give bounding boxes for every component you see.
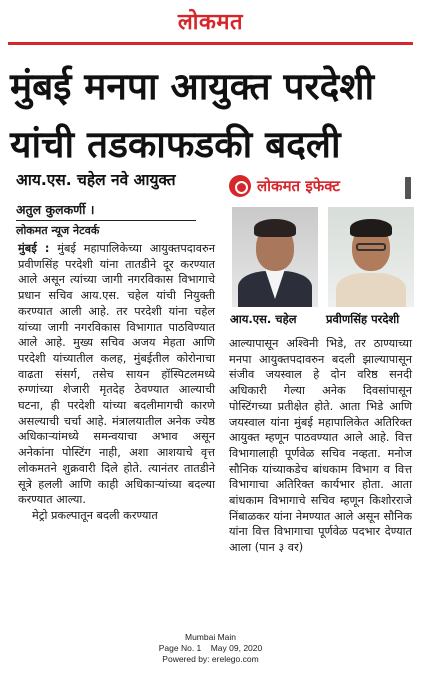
photo-glasses-shape <box>356 243 386 251</box>
photo-praveen-pardeshi <box>328 207 414 307</box>
footer-edition: Mumbai Main <box>184 632 237 642</box>
masthead-divider <box>8 42 413 45</box>
photo-caption-left: आय.एस. चहेल <box>230 312 297 326</box>
paragraph-text: मुंबई महापालिकेच्या आयुक्तपदावरुन प्रवीणसिंह परदेशी यांना तातडीने दूर करण्यात आले असून त्यांच्या जागी नगरविकास विभागाचे प्रधान सचिव आय.एस. चहेल यांची नियुक्ती करण्यात आली आहे. तर परदेशी यांना चहेल यांच्या जागी नगरविकास विभागात पाठविण्यात आले आहे. मुख्य सचिव अजय मेहता आणि परदेशी यांच्यातील कलह, मुंबईतील कोरोनाचा वाढता संसर्ग, तसेच सायन हॉस्पिटलमध्ये रुग्णांच्या शेजारी मृतदेह ठेवण्यात आल्याची घटना, ही परदेशी यांच्या बदलीमागची कारणे असल्याची चर्चा आहे. मंत्रालयातील अनेक ज्येष्ठ अधिकाऱ्यांमध्ये समन्वयाचा अभाव असून अनेकांना पोस्टिंग नाही, अशा आशयाचे वृत्त लोकमतने शुक्रवारी दिले होते. त्यानंतर तातडीने सूत्रे हलली आणि काही अधिकाऱ्यांच्या बदल्या करण्यात आल्या. <box>18 242 215 507</box>
footer-page-info: Page No. 1 May 09, 2020 <box>158 643 263 653</box>
lokmat-effect-label: लोकमत इफेक्ट <box>257 177 340 195</box>
article-subheadline: आय.एस. चहेल नवे आयुक्त <box>16 171 176 189</box>
article-column-right <box>229 336 412 556</box>
byline-author: अतुल कुलकर्णी । <box>16 202 95 217</box>
lokmat-effect-icon <box>229 175 251 197</box>
page-footer <box>0 632 421 665</box>
photo-hair-shape <box>254 219 296 237</box>
article-column-left <box>18 241 215 524</box>
lokmat-effect-tag <box>229 175 340 197</box>
article-headline <box>10 58 415 174</box>
byline-agency: लोकमत न्यूज नेटवर्क <box>16 224 100 237</box>
masthead-bar <box>0 0 421 40</box>
photo-hair-shape <box>350 219 392 237</box>
dateline: मुंबई : <box>18 242 50 255</box>
photo-shirt-shape <box>336 273 406 307</box>
article-paragraph <box>18 241 215 508</box>
headline-line-2: यांची तडकाफडकी बदली <box>10 123 341 166</box>
footer-powered-by: Powered by: erelego.com <box>162 654 259 664</box>
article-paragraph: आल्यापासून अश्विनी भिडे, तर ठाण्याच्या मनपा आयुक्तपदावरुन बदली झाल्यापासून संजीव जयस्वाल हे दोन वरिष्ठ सनदी अधिकारी गेल्या अनेक दिवसांपासून पोस्टिंगच्या प्रतीक्षेत होते. आता भिडे आणि जयस्वाल यांना मुंबई महापालिकेत अतिरिक्त आयुक्त म्हणून पाठवण्यात आले आहे. वित्त विभागालाही पूर्णवेळ सचिव नव्हता. मनोज सौनिक यांच्याकडेच बांधकाम विभाग व वित्त विभागाचा अतिरिक्त कार्यभार होता. आता बांधकाम विभागाचे सचिव म्हणून किशोरराजे निंबाळकर यांना नेमण्यात आले असून सौनिक यांना वित्त विभागाचा पूर्णवेळ पदभार देण्यात आला (पान ३ वर) <box>229 337 412 555</box>
newspaper-logo: लोकमत <box>177 10 244 35</box>
photo-is-chahal <box>232 207 318 307</box>
article-paragraph: मेट्रो प्रकल्पातून बदली करण्यात <box>32 508 158 522</box>
byline <box>16 201 211 238</box>
byline-divider <box>16 220 196 221</box>
photo-caption-right: प्रवीणसिंह परदेशी <box>326 312 400 326</box>
effect-marker-bar <box>405 177 411 199</box>
headline-line-1: मुंबई मनपा आयुक्त परदेशी <box>10 65 375 108</box>
